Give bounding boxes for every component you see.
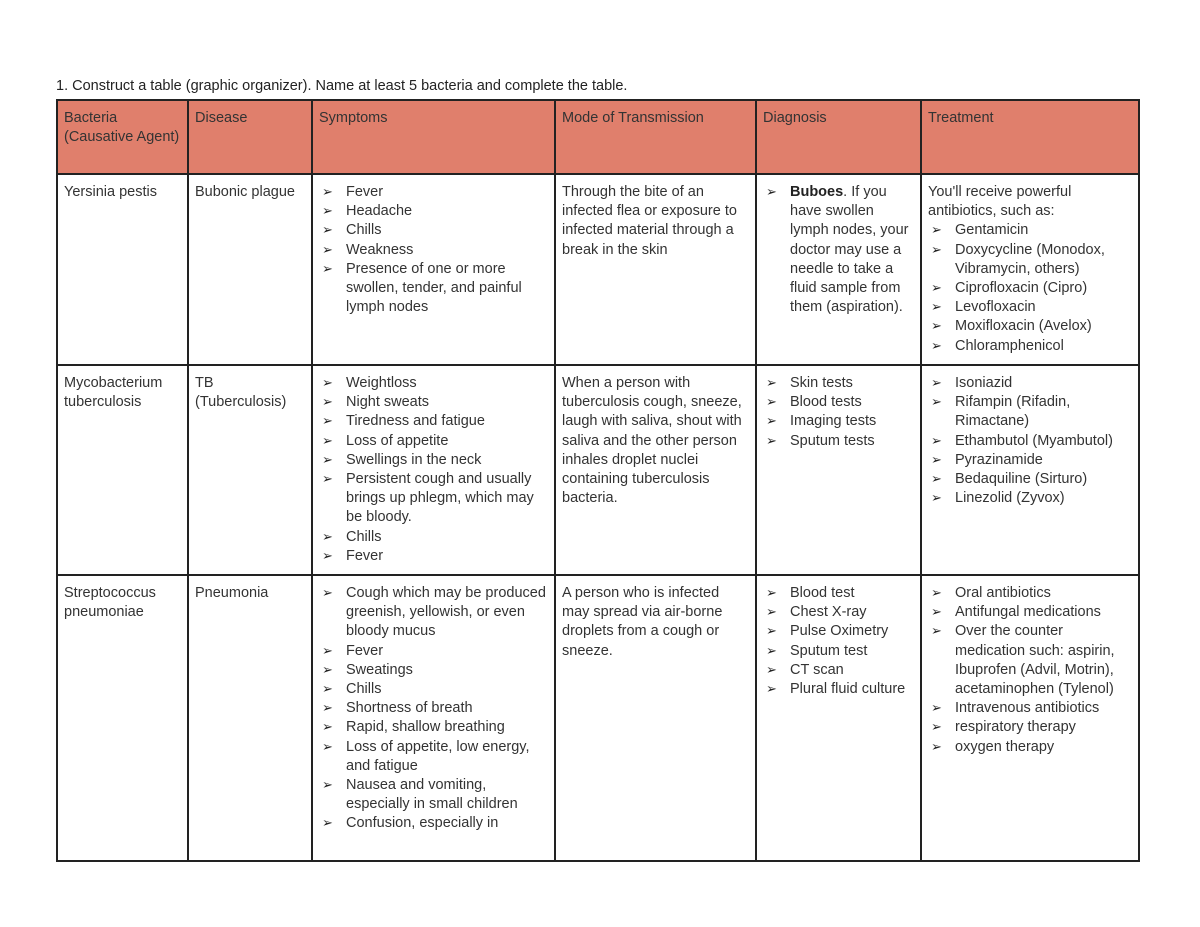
list-item-text: Doxycycline (Monodox, Vibramycin, others) xyxy=(955,241,1105,277)
arrow-bullet-icon: ➢ xyxy=(931,605,942,621)
list-item-text: Presence of one or more swollen, tender, and painful lymph nodes xyxy=(346,260,522,316)
list-item xyxy=(763,603,914,622)
list-item xyxy=(763,622,914,641)
arrow-bullet-icon: ➢ xyxy=(931,452,942,468)
arrow-bullet-icon: ➢ xyxy=(322,452,333,468)
cell-treatment xyxy=(921,174,1139,365)
arrow-bullet-icon: ➢ xyxy=(766,624,777,640)
arrow-bullet-icon: ➢ xyxy=(322,433,333,449)
cell-disease: Bubonic plague xyxy=(188,174,312,365)
list-item xyxy=(928,699,1132,718)
list-item xyxy=(763,642,914,661)
arrow-bullet-icon: ➢ xyxy=(766,643,777,659)
list-item-text: Imaging tests xyxy=(790,413,877,430)
arrow-bullet-icon: ➢ xyxy=(766,605,777,621)
header-bacteria: Bacteria (Causative Agent) xyxy=(57,100,188,174)
list-item-text: Shortness of breath xyxy=(346,700,473,717)
header-row xyxy=(57,100,1139,174)
cell-diagnosis xyxy=(756,365,921,575)
list-item xyxy=(319,202,548,221)
list-item xyxy=(319,699,548,718)
header-treatment: Treatment xyxy=(921,100,1139,174)
arrow-bullet-icon: ➢ xyxy=(766,662,777,678)
cell-diagnosis xyxy=(756,174,921,365)
arrow-bullet-icon: ➢ xyxy=(931,223,942,239)
list-item-text: Intravenous antibiotics xyxy=(955,700,1100,717)
arrow-bullet-icon: ➢ xyxy=(322,185,333,200)
list-item xyxy=(319,738,548,776)
list-item xyxy=(928,489,1132,508)
arrow-bullet-icon: ➢ xyxy=(322,778,333,794)
arrow-bullet-icon: ➢ xyxy=(931,491,942,507)
list-item-text: Swellings in the neck xyxy=(346,451,482,468)
list-item xyxy=(319,584,548,642)
diagnosis-list xyxy=(763,584,914,699)
arrow-bullet-icon: ➢ xyxy=(322,204,333,220)
arrow-bullet-icon: ➢ xyxy=(322,720,333,736)
arrow-bullet-icon: ➢ xyxy=(322,261,333,277)
list-item-text: Loss of appetite xyxy=(346,432,449,449)
list-item-text: Pyrazinamide xyxy=(955,451,1043,468)
arrow-bullet-icon: ➢ xyxy=(931,300,942,316)
arrow-bullet-icon: ➢ xyxy=(766,395,777,411)
list-item-text: Cough which may be produced greenish, yellowish, or even bloody mucus xyxy=(346,585,546,640)
list-item xyxy=(319,661,548,680)
list-item-text: Tiredness and fatigue xyxy=(346,413,485,430)
list-item xyxy=(319,221,548,240)
arrow-bullet-icon: ➢ xyxy=(931,586,942,601)
list-item-text: respiratory therapy xyxy=(955,719,1076,736)
list-item xyxy=(319,241,548,260)
list-item-text: Night sweats xyxy=(346,394,430,411)
list-item xyxy=(928,298,1132,317)
cell-transmission: A person who is infected may spread via air-borne droplets from a cough or sneeze. xyxy=(555,575,756,861)
list-item-text: Over the counter medication such: aspirin, Ibuprofen (Advil, Motrin), acetaminophen (Tylenol) xyxy=(955,623,1115,698)
list-item-text: Linezolid (Zyvox) xyxy=(955,490,1065,507)
list-item xyxy=(319,547,548,566)
list-item xyxy=(928,432,1132,451)
table-row xyxy=(57,174,1139,365)
cell-diagnosis xyxy=(756,575,921,861)
list-item xyxy=(319,412,548,431)
list-item xyxy=(319,374,548,393)
arrow-bullet-icon: ➢ xyxy=(766,414,777,430)
arrow-bullet-icon: ➢ xyxy=(322,816,333,832)
list-item-text: Blood test xyxy=(790,585,855,601)
list-item-text: Chills xyxy=(346,222,382,239)
list-item xyxy=(319,432,548,451)
list-item-text: Skin tests xyxy=(790,375,853,391)
arrow-bullet-icon: ➢ xyxy=(931,376,942,391)
list-item xyxy=(928,279,1132,298)
symptom-list xyxy=(319,183,548,317)
list-item-text: Blood tests xyxy=(790,394,862,411)
arrow-bullet-icon: ➢ xyxy=(766,682,777,698)
cell-symptoms xyxy=(312,174,555,365)
header-diagnosis: Diagnosis xyxy=(756,100,921,174)
list-item xyxy=(319,451,548,470)
header-symptoms: Symptoms xyxy=(312,100,555,174)
arrow-bullet-icon: ➢ xyxy=(322,414,333,430)
table-row xyxy=(57,365,1139,575)
list-item-text: Persistent cough and usually brings up phlegm, which may be bloody. xyxy=(346,471,534,526)
cell-bacteria: Yersinia pestis xyxy=(57,174,188,365)
list-item xyxy=(928,374,1132,393)
list-item-text: Oral antibiotics xyxy=(955,585,1051,601)
arrow-bullet-icon: ➢ xyxy=(931,395,942,411)
list-item xyxy=(763,432,914,451)
list-item xyxy=(928,451,1132,470)
list-item-text: Fever xyxy=(346,547,384,564)
list-item xyxy=(928,470,1132,489)
list-item-text: Chloramphenicol xyxy=(955,337,1064,354)
list-item-text: Isoniazid xyxy=(955,375,1013,391)
arrow-bullet-icon: ➢ xyxy=(322,529,333,545)
list-item-text: Gentamicin xyxy=(955,222,1029,239)
table-row xyxy=(57,575,1139,861)
treatment-intro: You'll receive powerful antibiotics, such as: xyxy=(928,184,1072,220)
list-item xyxy=(928,718,1132,737)
arrow-bullet-icon: ➢ xyxy=(322,472,333,488)
arrow-bullet-icon: ➢ xyxy=(931,319,942,335)
list-item xyxy=(928,241,1132,279)
arrow-bullet-icon: ➢ xyxy=(931,720,942,736)
page-heading: 1. Construct a table (graphic organizer). Name at least 5 bacteria and complete the table. xyxy=(56,78,628,94)
bacteria-table xyxy=(56,99,1140,862)
arrow-bullet-icon: ➢ xyxy=(322,682,333,698)
arrow-bullet-icon: ➢ xyxy=(322,395,333,411)
list-item-text: Confusion, especially in xyxy=(346,815,499,832)
arrow-bullet-icon: ➢ xyxy=(931,242,942,258)
arrow-bullet-icon: ➢ xyxy=(322,662,333,678)
list-item-text: Ethambutol (Myambutol) xyxy=(955,432,1113,449)
list-item-text: Sputum test xyxy=(790,642,868,659)
list-item-text: Levofloxacin xyxy=(955,299,1036,316)
arrow-bullet-icon: ➢ xyxy=(322,701,333,717)
arrow-bullet-icon: ➢ xyxy=(931,701,942,717)
list-item xyxy=(928,221,1132,240)
list-item-text: Fever xyxy=(346,642,384,659)
list-item-text: Rapid, shallow breathing xyxy=(346,719,505,736)
arrow-bullet-icon: ➢ xyxy=(322,548,333,564)
header-transmission: Mode of Transmission xyxy=(555,100,756,174)
arrow-bullet-icon: ➢ xyxy=(322,376,333,391)
list-item xyxy=(319,393,548,412)
list-item-text: CT scan xyxy=(790,661,844,678)
list-item xyxy=(763,412,914,431)
list-item xyxy=(319,718,548,737)
cell-symptoms xyxy=(312,575,555,861)
cell-bacteria: Mycobacterium tuberculosis xyxy=(57,365,188,575)
list-item xyxy=(319,776,548,814)
list-item-text: Loss of appetite, low energy, and fatigue xyxy=(346,738,530,774)
cell-disease: TB (Tuberculosis) xyxy=(188,365,312,575)
list-item xyxy=(928,603,1132,622)
list-item xyxy=(319,814,548,833)
list-item-text: Bedaquiline (Sirturo) xyxy=(955,471,1088,488)
list-item-text: Sweatings xyxy=(346,661,413,678)
diagnosis-list xyxy=(763,374,914,451)
symptom-list xyxy=(319,374,548,566)
arrow-bullet-icon: ➢ xyxy=(931,739,942,755)
treatment-list xyxy=(928,221,1132,355)
list-item xyxy=(928,393,1132,431)
list-item xyxy=(763,374,914,393)
arrow-bullet-icon: ➢ xyxy=(931,433,942,449)
list-item-text: Chills xyxy=(346,528,382,545)
arrow-bullet-icon: ➢ xyxy=(766,376,777,391)
list-item xyxy=(763,661,914,680)
list-item xyxy=(319,470,548,528)
arrow-bullet-icon: ➢ xyxy=(766,586,777,601)
list-item-text: Nausea and vomiting, especially in small children xyxy=(346,777,518,813)
list-item-text: Ciprofloxacin (Cipro) xyxy=(955,280,1088,297)
list-item xyxy=(319,183,548,202)
diagnosis-term: Buboes xyxy=(790,184,844,200)
treatment-list xyxy=(928,374,1132,508)
symptom-list xyxy=(319,584,548,834)
list-item xyxy=(319,528,548,547)
list-item-text: Moxifloxacin (Avelox) xyxy=(955,318,1092,335)
cell-disease: Pneumonia xyxy=(188,575,312,861)
arrow-bullet-icon: ➢ xyxy=(931,624,942,640)
list-item-text: Plural fluid culture xyxy=(790,681,906,698)
list-item xyxy=(928,337,1132,356)
arrow-bullet-icon: ➢ xyxy=(931,281,942,297)
list-item-text: Chills xyxy=(346,681,382,698)
list-item-text: Pulse Oximetry xyxy=(790,623,889,640)
arrow-bullet-icon: ➢ xyxy=(766,433,777,449)
list-item xyxy=(763,680,914,699)
list-item xyxy=(319,642,548,661)
cell-transmission: When a person with tuberculosis cough, sneeze, laugh with saliva, shout with saliva and the other person inhales droplet nuclei containing tuberculosis bacteria. xyxy=(555,365,756,575)
list-item-text: oxygen therapy xyxy=(955,738,1055,755)
arrow-bullet-icon: ➢ xyxy=(931,338,942,354)
cell-transmission: Through the bite of an infected flea or exposure to infected material through a break in the skin xyxy=(555,174,756,365)
list-item-text: Sputum tests xyxy=(790,432,875,449)
list-item xyxy=(763,183,914,317)
list-item xyxy=(763,584,914,603)
cell-symptoms xyxy=(312,365,555,575)
list-item-text: Antifungal medications xyxy=(955,604,1101,621)
list-item-text: Rifampin (Rifadin, Rimactane) xyxy=(955,394,1071,430)
diagnosis-list xyxy=(763,183,914,317)
arrow-bullet-icon: ➢ xyxy=(766,185,777,200)
list-item xyxy=(763,393,914,412)
list-item xyxy=(319,260,548,318)
list-item xyxy=(928,622,1132,699)
arrow-bullet-icon: ➢ xyxy=(322,586,333,601)
list-item xyxy=(928,584,1132,603)
arrow-bullet-icon: ➢ xyxy=(322,242,333,258)
list-item-text: Weightloss xyxy=(346,375,417,391)
list-item-text: Weakness xyxy=(346,241,414,258)
list-item xyxy=(928,317,1132,336)
arrow-bullet-icon: ➢ xyxy=(322,223,333,239)
arrow-bullet-icon: ➢ xyxy=(322,739,333,755)
treatment-list xyxy=(928,584,1132,757)
list-item-text: Chest X-ray xyxy=(790,604,867,621)
list-item-text: Headache xyxy=(346,203,413,220)
arrow-bullet-icon: ➢ xyxy=(931,472,942,488)
cell-treatment xyxy=(921,575,1139,861)
list-item-text: Fever xyxy=(346,184,384,200)
cell-bacteria: Streptococcus pneumoniae xyxy=(57,575,188,861)
arrow-bullet-icon: ➢ xyxy=(322,643,333,659)
list-item xyxy=(928,738,1132,757)
header-disease: Disease xyxy=(188,100,312,174)
diagnosis-text: . If you have swollen lymph nodes, your doctor may use a needle to take a fluid sample from them (aspiration). xyxy=(790,184,909,316)
list-item xyxy=(319,680,548,699)
cell-treatment xyxy=(921,365,1139,575)
